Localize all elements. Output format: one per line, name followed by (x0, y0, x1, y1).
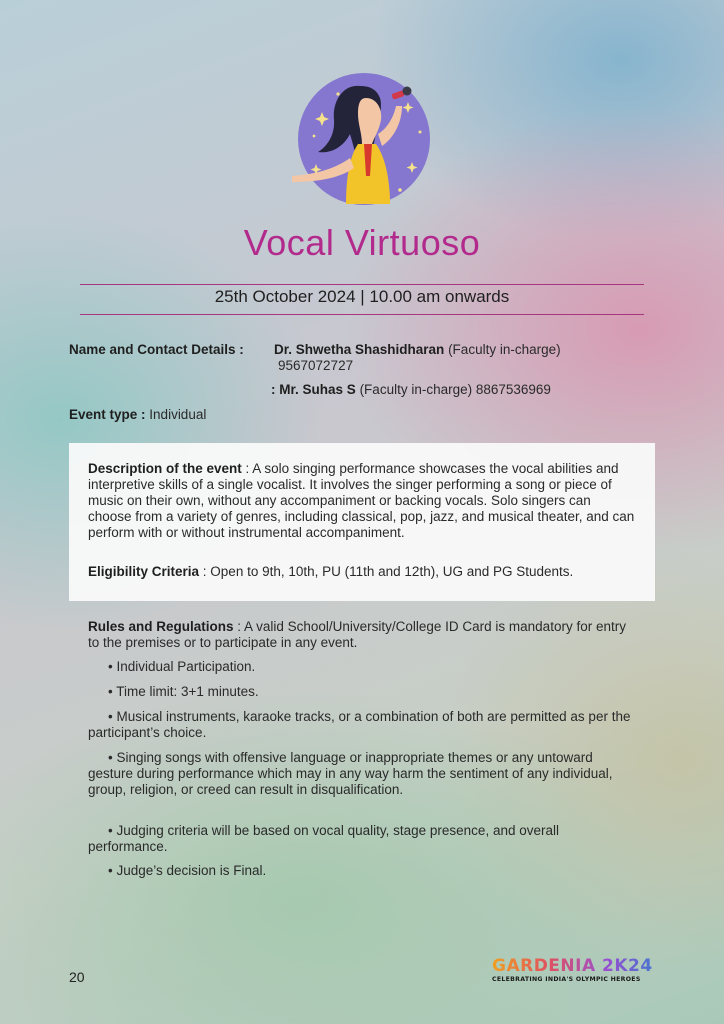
gardenia-logo (492, 956, 662, 988)
contact-2 (271, 382, 551, 398)
contact-1-name: Dr. Shwetha Shashidharan (274, 342, 445, 357)
contact-2-role-phone: (Faculty in-charge) 8867536969 (359, 382, 551, 397)
rules-text: : A valid School/University/College ID Card is mandatory for entry to the premises or to participate in any event. (88, 619, 626, 650)
contact-1-role: (Faculty in-charge) (448, 342, 561, 357)
contact-1 (274, 342, 624, 374)
rule-item: • Singing songs with offensive language or inappropriate themes or any untoward gesture during performance which may in any way harm the sentiment of any individual, group, religion, or creed can result in disqualification. (88, 750, 613, 797)
event-type (69, 407, 206, 423)
rule-item: • Judging criteria will be based on vocal quality, stage presence, and overall performance. (88, 823, 559, 854)
rule-item: • Musical instruments, karaoke tracks, or a combination of both are permitted as per the participant’s choice. (88, 709, 631, 740)
eligibility-label: Eligibility Criteria (88, 564, 200, 579)
event-type-label: Event type : (69, 407, 146, 422)
rule-item: • Individual Participation. (108, 659, 256, 674)
rule-item: • Time limit: 3+1 minutes. (108, 684, 259, 699)
logo-tagline: CELEBRATING INDIA'S OLYMPIC HEROES (492, 976, 641, 983)
event-date-time: 25th October 2024 | 10.00 am onwards (214, 287, 510, 306)
contact-details-label: Name and Contact Details : (69, 342, 244, 357)
rules-and-regulations (88, 619, 640, 651)
singer-illustration-icon (288, 72, 438, 212)
eligibility-text: : Open to 9th, 10th, PU (11th and 12th), UG and PG Students. (202, 564, 574, 579)
page-number: 20 (69, 969, 85, 985)
logo-text: GARDENIA 2K24 (492, 956, 662, 976)
title-divider-bottom (80, 314, 644, 315)
rules-label: Rules and Regulations (88, 619, 234, 634)
contact-2-name: Mr. Suhas S (279, 382, 356, 397)
description-text: : A solo singing performance showcases the vocal abilities and interpretive skills of a single vocalist. It involves the singer performing a song or piece of music on their own, without any accompaniment or backing vocals. Solo singers can choose from a variety of genres, including classical, pop, jazz, and musical theater, and can perform with or without instrumental accompaniment. (88, 461, 635, 540)
contact-1-phone: 9567072727 (278, 358, 354, 373)
description-label: Description of the event (88, 461, 242, 476)
eligibility-criteria (88, 564, 638, 580)
event-type-value: Individual (149, 407, 207, 422)
title-divider-top (80, 284, 644, 285)
event-title: Vocal Virtuoso (243, 222, 481, 263)
rule-item: • Judge’s decision is Final. (108, 863, 267, 878)
event-description (88, 461, 638, 541)
contact-2-prefix: : (271, 382, 276, 397)
